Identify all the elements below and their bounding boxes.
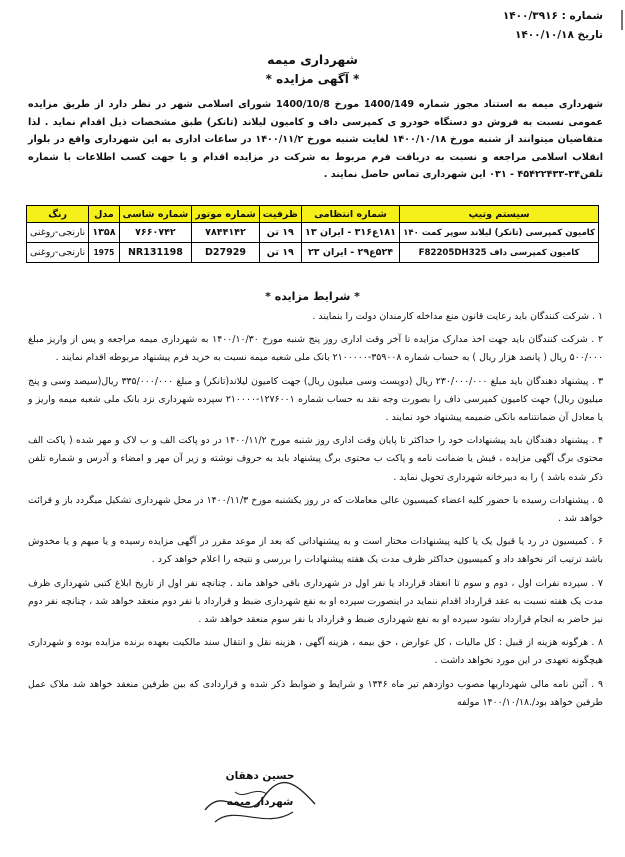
table-row [27,223,599,243]
column-header: رنگ [27,206,89,223]
table-cell: D27929 [192,243,260,263]
table-cell: کامیون کمپرسی داف F82205DH325 [400,243,599,263]
column-header: ظرفیت [259,206,301,223]
table-cell: 1975 [89,243,119,263]
condition-item: ۸ . هرگونه هزینه از قبیل : کل مالیات ، کل عوارض ، حق بیمه ، هزینه آگهی ، هزینه نقل و انتقال سند مالکیت بعهده برنده مزایده بوده و شهرداری هیچگونه تعهدی در این مورد نخواهد داشت . [28,637,603,667]
table-row [27,243,599,263]
table-cell: ۷۸۴۴۱۴۲ [192,223,260,243]
table-header-row [27,206,599,223]
letter-date: تاریخ ۱۴۰۰/۱۰/۱۸ [514,29,603,41]
conditions-list [28,308,603,717]
table-cell: کامیون کمپرسی (تانکر) لیلاند سوپر کمت ۱۴۰ [400,223,599,243]
page-edge-mark [617,10,623,30]
table-cell: نارنجی-روغنی [27,223,89,243]
condition-item: ۵ . پیشنهادات رسیده با حضور کلیه اعضاء کمیسیون عالی معاملات که در روز یکشنبه مورخ ۱۴۰۰/۱۱/۳ در محل شهرداری تشکیل میگردد باز و قرائت خواهد شد . [28,494,604,525]
organization-title: شهرداری میمه [267,52,358,67]
table-cell: نارنجی-روغنی [27,243,89,263]
condition-item: ۳ . پیشنهاد دهندگان باید مبلغ ۲۳۰/۰۰۰/۰۰۰ ریال (دویست وسی میلیون ریال) جهت کامیون لیلاند(تانکر) و مبلغ ۳۳۵/۰۰۰/۰۰۰ ریال(سیصد وسی و پنج میلیون ریال) جهت کامیون کمپرسی داف را بصورت وجه نقد به حساب شماره ۱۲۷۶۰۰۱-۲۱۰۰۰۰ سپرده شهرداری نزد بانک ملی شعبه میمه واریز و یا معادل آن ضمانتنامه بانکی ضمیمه پیشنهاد خود نمایند . [28,375,603,424]
table-cell: ۱۳۵۸ [89,223,119,243]
intro-paragraph: شهرداری میمه به استناد مجوز شماره 1400/149 مورخ 1400/10/8 شورای اسلامی شهر در نظر دارد از طریق مزایده عمومی نسبت به فروش دو دستگاه خودرو ی کمپرسی داف و کامیون لیلاند (تانکر) طبق مشخصات ذیل اقدام نماید . لذا متقاضیان میتوانند از شنبه مورخ ۱۴۰۰/۱۰/۱۸ لغایت شنبه مورخ ۱۴۰۰/۱۱/۲ در ساعات اداری به این شهرداری واقع در بلوار انقلاب اسلامی مراجعه و نسبت به دریافت فرم مربوط به شرکت در مزایده اقدام و یا جهت کسب اطلاعات با شماره تلفن۳۴-۴۵۴۲۲۴۳۳ - ۰۳۱ این شهرداری تماس حاصل نمایند . [28,99,603,180]
condition-item: ۷ . سپرده نفرات اول ، دوم و سوم تا انعقاد قرارداد یا نفر اول در شهرداری باقی خواهد ماند . چنانچه نفر اول از تاریخ ابلاغ کتبی شهرداری ظرف مدت یک هفته نسبت به عقد قرارداد اقدام ننماید در اینصورت سپرده او به نفع شهرداری ضبط و قرارداد با نفر دوم منعقد خواهد شد ، چنانچه نفر دوم نیز حاضر به انجام قرارداد نشود سپرده او به نفع شهرداری ضبط و قرارداد با نفر سوم منعقد خواهد شد . [28,577,603,626]
signature-block [175,764,345,844]
condition-item: ۹ . آئین نامه مالی شهرداریها مصوب دوازدهم تیر ماه ۱۳۴۶ و شرایط و ضوابط ذکر شده و قراردادی که بین طرفین منعقد خواهد شد ملاک عمل طرفین خواهد بود/.۱۴۰۰/۱۰/۱۸ مولفه [28,678,603,708]
vehicles-table [26,205,599,263]
conditions-title: * شرایط مزایده * [265,290,360,303]
signer-name: حسین دهقان [225,770,295,782]
table-cell: NR131198 [119,243,192,263]
column-header: مدل [89,206,119,223]
column-header: شماره موتور [192,206,260,223]
column-header: سیستم وتیپ [400,206,599,223]
condition-item: ۴ . پیشنهاد دهندگان باید پیشنهادات خود را حداکثر تا پایان وقت اداری روز شنبه مورخ ۱۴۰۰/۱۱/۲ در دو پاکت الف و ب لاک و مهر شده ( پاکت الف محتوی برگ آگهی مزایده ، فیش یا ضمانت نامه و پاکت ب محتوی برگ پیشنهاد باید به حروف نوشته و زیر آن مهر و امضاء و آدرس و شماره تلفن ذکر شده باشد ) را به دبیرخانه شهرداری تحویل نماید . [28,435,604,483]
table-cell: ۱۸۱ع۳۱۶ - ایران ۱۳ [301,223,399,243]
signer-title: شهردار میمه [226,796,294,808]
condition-item: ۶ . کمیسیون در رد یا قبول یک یا کلیه پیشنهادات مختار است و به پیشنهاداتی که بعد از موعد مقرر در آگهی مزایده رسیده و یا مبهم و یا مخدوش باشد ترتیب اثر نخواهد داد و کمیسیون حداکثر ظرف مدت یک هفته پیشنهادات را بررسی و نتیجه را اعلام خواهد کرد . [28,536,603,566]
table-cell: ۱۹ تن [259,243,301,263]
condition-item: ۱ . شرکت کنندگان باید رعایت قانون منع مداخله کارمندان دولت را بنمایند . [312,311,603,322]
table-cell: ۱۹ تن [259,223,301,243]
condition-item: ۲ . شرکت کنندگان باید جهت اخذ مدارک مزایده تا آخر وقت اداری روز پنج شنبه مورخ ۱۴۰۰/۱۰/۳۰ به شهرداری میمه مراجعه و پس از واریز مبلغ ۵۰۰/۰۰۰ ریال ( پانصد هزار ریال ) به حساب شماره ۳۵۹۰۰۸-۲۱۰۰۰۰۰ بانک ملی شعبه میمه نسبت به خرید فرم پیشنهاد مربوطه اقدام نمایند . [28,334,603,364]
column-header: شماره شاسی [119,206,192,223]
notice-title: * آگهی مزایده * [265,72,360,86]
letter-number: شماره : ۱۴۰۰/۳۹۱۶ [502,10,603,22]
table-cell: ۷۶۶۰۷۴۲ [119,223,192,243]
table-cell: ۵۲۴ع۲۹ - ایران ۲۳ [301,243,399,263]
column-header: شماره انتظامی [301,206,399,223]
